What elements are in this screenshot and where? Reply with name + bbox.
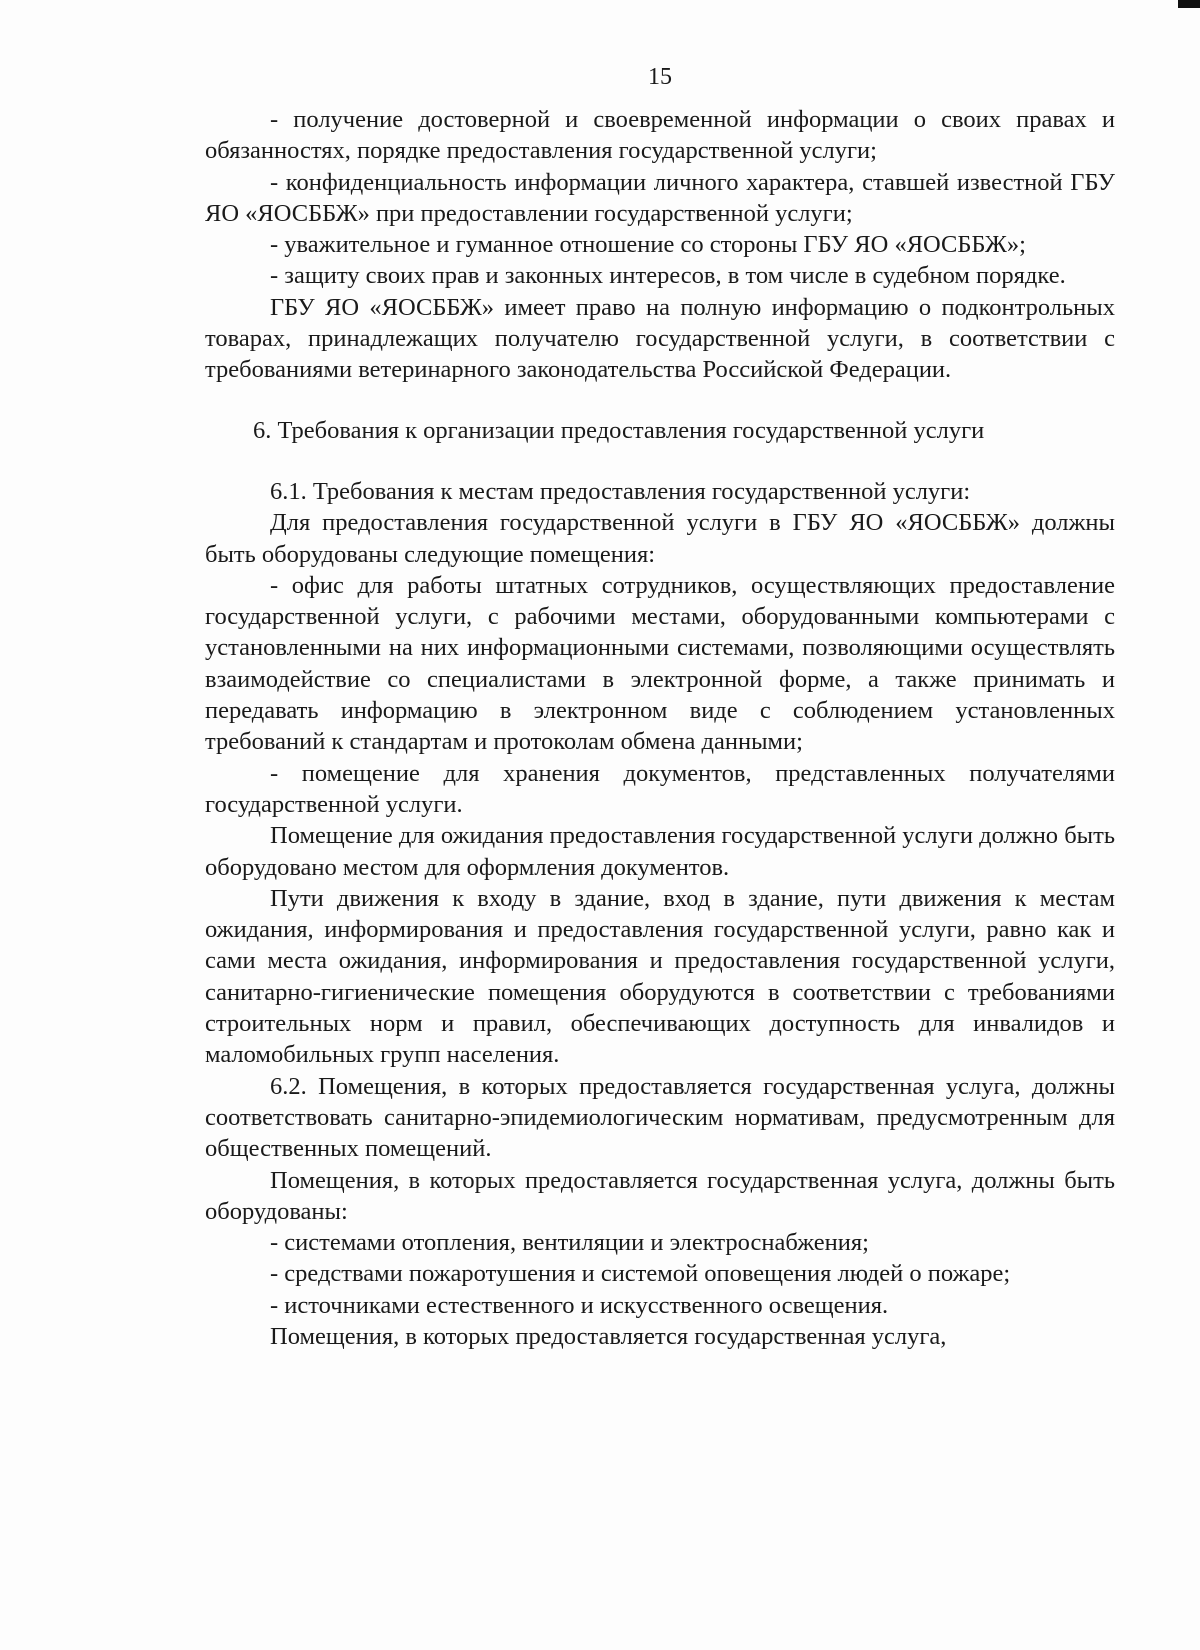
- document-body: [205, 104, 1115, 1352]
- paragraph-waiting-room: Помещение для ожидания предоставления государственной услуги должно быть оборудовано местом для оформления документов.: [205, 822, 1115, 881]
- paragraph-rights-confidentiality: - конфиденциальность информации личного характера, ставшей известной ГБУ ЯО «ЯОСББЖ» при предоставлении государственной услуги;: [205, 168, 1115, 227]
- paragraph-institution-right: ГБУ ЯО «ЯОСББЖ» имеет право на полную информацию о подконтрольных товарах, принадлежащих получателю государственной услуги, в соответствии с требованиями ветеринарного законодательства Российской Федерации.: [205, 293, 1115, 384]
- list-item-lighting: - источниками естественного и искусственного освещения.: [270, 1291, 889, 1319]
- paragraph-rights-respect: - уважительное и гуманное отношение со стороны ГБУ ЯО «ЯОСББЖ»;: [270, 231, 1026, 259]
- section-heading: 6. Требования к организации предоставления государственной услуги: [253, 416, 985, 444]
- list-item-fire-safety: - средствами пожаротушения и системой оповещения людей о пожаре;: [270, 1260, 1011, 1288]
- page-number: 15: [648, 64, 672, 90]
- paragraph-premises-required: Для предоставления государственной услуги в ГБУ ЯО «ЯОСББЖ» должны быть оборудованы следующие помещения:: [205, 509, 1115, 568]
- paragraph-rights-protection: - защиту своих прав и законных интересов, в том числе в судебном порядке.: [270, 262, 1066, 290]
- paragraph-accessibility: Пути движения к входу в здание, вход в здание, пути движения к местам ожидания, информирования и предоставления государственной услуги, равно как и сами места ожидания, информирования и предоставления государственной услуги, санитарно-гигиенические помещения оборудуются в соответствии с требованиями строительных норм и правил, обеспечивающих доступность для инвалидов и маломобильных групп населения.: [205, 884, 1115, 1069]
- paragraph-6-1-title: 6.1. Требования к местам предоставления государственной услуги:: [270, 477, 971, 505]
- list-item-heating: - системами отопления, вентиляции и электроснабжения;: [270, 1229, 869, 1257]
- paragraph-rights-information: - получение достоверной и своевременной информации о своих правах и обязанностях, порядке предоставления государственной услуги;: [205, 106, 1115, 165]
- paragraph-equipment-intro: Помещения, в которых предоставляется государственная услуга, должны быть оборудованы:: [205, 1166, 1115, 1225]
- paragraph-6-2: 6.2. Помещения, в которых предоставляется государственная услуга, должны соответствовать санитарно-эпидемиологическим нормативам, предусмотренным для общественных помещений.: [205, 1072, 1115, 1163]
- paragraph-office: - офис для работы штатных сотрудников, осуществляющих предоставление государственной услуги, с рабочими местами, оборудованными компьютерами с установленными на них информационными системами, позволяющими осуществлять взаимодействие со специалистами в электронной форме, а также принимать и передавать информацию в электронном виде с соблюдением установленных требований к стандартам и протоколам обмена данными;: [205, 571, 1115, 756]
- scan-corner-mark: [1178, 0, 1200, 8]
- paragraph-storage-room: - помещение для хранения документов, представленных получателями государственной услуги.: [205, 759, 1115, 818]
- paragraph-continued: Помещения, в которых предоставляется государственная услуга,: [270, 1322, 947, 1350]
